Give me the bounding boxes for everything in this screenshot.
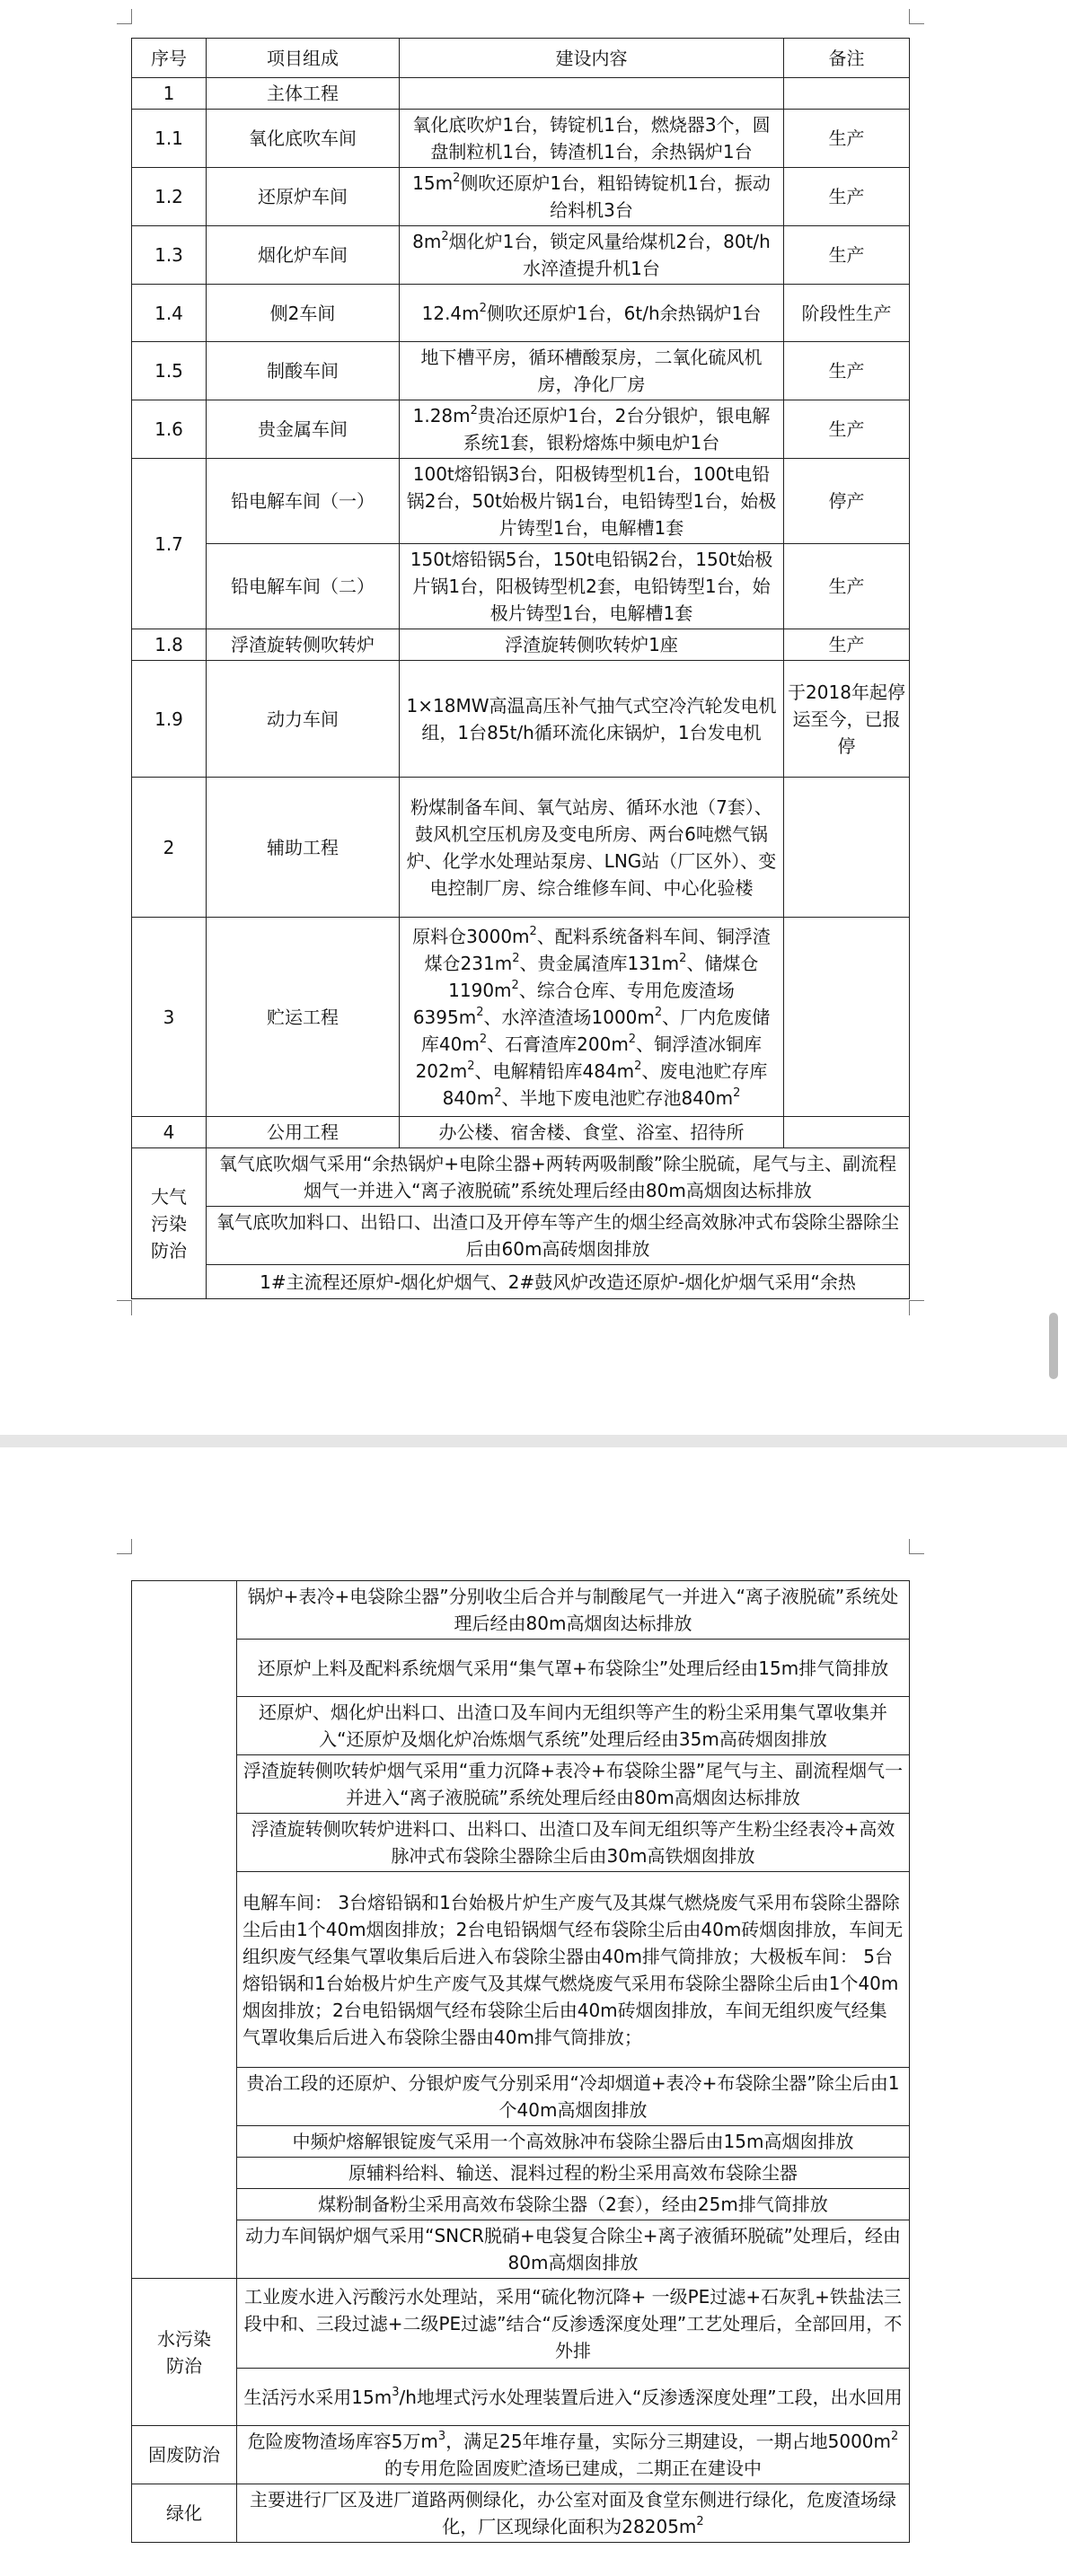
row-component: 公用工程 [207, 1117, 400, 1148]
row-no: 4 [132, 1117, 207, 1148]
solid-waste-label: 固废防治 [132, 2426, 237, 2484]
row-component: 还原炉车间 [207, 168, 400, 226]
row-no: 1.6 [132, 400, 207, 459]
row-no: 1 [132, 78, 207, 110]
air-item: 还原炉、烟化炉出料口、出渣口及车间内无组织等产生的粉尘采用集气罩收集并入“还原炉及烟化炉冶炼烟气系统”处理后经由35m高砖烟囱排放 [237, 1697, 910, 1755]
table-row [132, 2189, 910, 2220]
row-content: 氧化底吹炉1台，铸锭机1台，燃烧器3个，圆盘制粒机1台，铸渣机1台，余热锅炉1台 [400, 110, 784, 168]
table-row [132, 1117, 910, 1148]
table-row [132, 342, 910, 400]
header-component: 项目组成 [207, 39, 400, 78]
greening-item: 主要进行厂区及进厂道路两侧绿化，办公室对面及食堂东侧进行绿化，危废渣场绿化，厂区现绿化面积为$28205m^2$ [237, 2484, 910, 2543]
row-content: 浮渣旋转侧吹转炉1座 [400, 629, 784, 661]
row-no: 1.2 [132, 168, 207, 226]
row-component: 贮运工程 [207, 918, 400, 1117]
row-no: 1.7 [132, 459, 207, 629]
row-content: 原料仓$3000m^2$、配料系统备料车间、铜浮渣煤仓$231m^2$、贵金属渣库$131m^2$、储煤仓$1190m^2$、综合仓库、专用危废渣场$6395m^2$、水淬渣渣场$1000m^2$、厂内危废储库$40m^2$、石膏渣库$200m^2$、铜浮渣冰铜库$202m^2$、电解精铅库$484m^2$、废电池贮存库$840m^2$、半地下废电池贮存池$840m^2$ [400, 918, 784, 1117]
row-content: $8m^2$烟化炉1台，锁定风量给煤机2台，80t/h水淬渣提升机1台 [400, 226, 784, 285]
air-item: 原辅料给料、输送、混料过程的粉尘采用高效布袋除尘器 [237, 2158, 910, 2189]
scrollbar-thumb[interactable] [1049, 1313, 1058, 1379]
row-content: 地下槽平房，循环槽酸泵房，二氧化硫风机房，净化厂房 [400, 342, 784, 400]
row-component: 铅电解车间（一） [207, 459, 400, 544]
row-component: 制酸车间 [207, 342, 400, 400]
row-component: 氧化底吹车间 [207, 110, 400, 168]
row-no: 1.1 [132, 110, 207, 168]
row-note [784, 1117, 910, 1148]
row-no: 3 [132, 918, 207, 1117]
table-row [132, 226, 910, 285]
crop-mark [117, 1539, 132, 1554]
table-row [132, 2068, 910, 2126]
row-component: 主体工程 [207, 78, 400, 110]
air-item: 氧气底吹烟气采用“余热锅炉+电除尘器+两转两吸制酸”除尘脱硫，尾气与主、副流程烟气一并进入“离子液脱硫”系统处理后经由80m高烟囱达标排放 [207, 1148, 910, 1207]
table-row [132, 2426, 910, 2484]
table-row [132, 1265, 910, 1299]
row-note: 生产 [784, 110, 910, 168]
table-row [132, 2484, 910, 2543]
table-row [132, 2158, 910, 2189]
air-item: 还原炉上料及配料系统烟气采用“集气罩+布袋除尘”处理后经由15m排气筒排放 [237, 1640, 910, 1697]
row-content: $15m^2$侧吹还原炉1台，粗铅铸锭机1台，振动给料机3台 [400, 168, 784, 226]
row-note: 生产 [784, 400, 910, 459]
row-no: 1.9 [132, 661, 207, 778]
table-row [132, 168, 910, 226]
row-no: 1.5 [132, 342, 207, 400]
row-note: 生产 [784, 226, 910, 285]
table-header-row [132, 39, 910, 78]
row-note: 阶段性生产 [784, 285, 910, 342]
table-row [132, 778, 910, 918]
table-row [132, 285, 910, 342]
row-no: 2 [132, 778, 207, 918]
row-note: 生产 [784, 629, 910, 661]
row-content: 办公楼、宿舍楼、食堂、浴室、招待所 [400, 1117, 784, 1148]
header-no: 序号 [132, 39, 207, 78]
crop-mark [909, 9, 924, 24]
solid-waste-item: 危险废物渣场库容5万$m^3$，满足25年堆存量，实际分三期建设，一期占地$5000m^2$的专用危险固废贮渣场已建成，二期正在建设中 [237, 2426, 910, 2484]
table-row [132, 459, 910, 544]
row-note: 于2018年起停运至今，已报停 [784, 661, 910, 778]
air-item: 浮渣旋转侧吹转炉烟气采用“重力沉降+表冷+布袋除尘器”尾气与主、副流程烟气一并进入“离子液脱硫”系统处理后经由80m高烟囱达标排放 [237, 1755, 910, 1814]
air-item: 贵冶工段的还原炉、分银炉废气分别采用“冷却烟道+表冷+布袋除尘器”除尘后由1个40m高烟囱排放 [237, 2068, 910, 2126]
table-row [132, 2279, 910, 2369]
row-note [784, 778, 910, 918]
greening-label: 绿化 [132, 2484, 237, 2543]
air-item: 1#主流程还原炉-烟化炉烟气、2#鼓风炉改造还原炉-烟化炉烟气采用“余热 [207, 1265, 910, 1299]
table-row [132, 1814, 910, 1872]
air-item: 中频炉熔解银锭废气采用一个高效脉冲布袋除尘器后由15m高烟囱排放 [237, 2126, 910, 2158]
row-component: 铅电解车间（二） [207, 544, 400, 629]
row-component: 侧2车间 [207, 285, 400, 342]
water-pollution-label: 水污染防治 [132, 2279, 237, 2426]
header-content: 建设内容 [400, 39, 784, 78]
row-component: 烟化炉车间 [207, 226, 400, 285]
row-content: 100t熔铅锅3台，阳极铸型机1台，100t电铅锅2台，50t始极片锅1台，电铅铸型1台，始极片铸型1台，电解槽1套 [400, 459, 784, 544]
table-row [132, 629, 910, 661]
crop-mark [909, 1539, 924, 1554]
row-component: 贵金属车间 [207, 400, 400, 459]
air-item: 锅炉+表冷+电袋除尘器”分别收尘后合并与制酸尾气一并进入“离子液脱硫”系统处理后经由80m高烟囱达标排放 [237, 1581, 910, 1640]
table-row [132, 544, 910, 629]
table-row [132, 2126, 910, 2158]
table-row [132, 110, 910, 168]
header-note: 备注 [784, 39, 910, 78]
table-row [132, 400, 910, 459]
air-item: 浮渣旋转侧吹转炉进料口、出料口、出渣口及车间无组织等产生粉尘经表冷+高效脉冲式布袋除尘器除尘后由30m高铁烟囱排放 [237, 1814, 910, 1872]
row-note: 生产 [784, 342, 910, 400]
table-row [132, 1207, 910, 1265]
table-row [132, 1148, 910, 1207]
row-note [784, 78, 910, 110]
project-table [131, 38, 910, 1299]
crop-mark [909, 1300, 924, 1315]
table-row [132, 2369, 910, 2426]
air-item: 煤粉制备粉尘采用高效布袋除尘器（2套），经由25m排气筒排放 [237, 2189, 910, 2220]
row-no: 1.3 [132, 226, 207, 285]
row-content: $1.28m^2$贵冶还原炉1台，2台分银炉，银电解系统1套，银粉熔炼中频电炉1台 [400, 400, 784, 459]
air-pollution-label: 大气污染防治 [132, 1148, 207, 1299]
row-content: 1×18MW高温高压补气抽气式空冷汽轮发电机组，1台85t/h循环流化床锅炉，1台发电机 [400, 661, 784, 778]
water-item: 工业废水进入污酸污水处理站，采用“硫化物沉降+ 一级PE过滤+石灰乳+铁盐法三段中和、三段过滤+二级PE过滤”结合“反渗透深度处理”工艺处理后，全部回用，不外排 [237, 2279, 910, 2369]
row-content: 150t熔铅锅5台，150t电铅锅2台，150t始极片锅1台，阳极铸型机2套，电铅铸型1台，始极片铸型1台，电解槽1套 [400, 544, 784, 629]
air-item: 动力车间锅炉烟气采用“SNCR脱硝+电袋复合除尘+离子液循环脱硫”处理后，经由80m高烟囱排放 [237, 2220, 910, 2279]
air-item: 电解车间： 3台熔铅锅和1台始极片炉生产废气及其煤气燃烧废气采用布袋除尘器除尘后由1个40m烟囱排放；2台电铅锅烟气经布袋除尘后由40m砖烟囱排放，车间无组织废气经集气罩收集后后进入布袋除尘器由40m排气筒排放；大极板车间： 5台熔铅锅和1台始极片炉生产废气及其煤气燃烧废气采用布袋除尘器除尘后由1个40m烟囱排放；2台电铅锅烟气经布袋除尘后由40m砖烟囱排放，车间无组织废气经集气罩收集后后进入布袋除尘器由40m排气筒排放； [237, 1872, 910, 2068]
table-row [132, 1755, 910, 1814]
row-content [400, 78, 784, 110]
air-item: 氧气底吹加料口、出铅口、出渣口及开停车等产生的烟尘经高效脉冲式布袋除尘器除尘后由60m高砖烟囱排放 [207, 1207, 910, 1265]
table-row [132, 1872, 910, 2068]
row-note: 生产 [784, 168, 910, 226]
air-pollution-label-cont [132, 1581, 237, 2279]
pollution-table [131, 1580, 910, 2543]
row-content: $12.4m^2$侧吹还原炉1台，6t/h余热锅炉1台 [400, 285, 784, 342]
crop-mark [117, 1300, 132, 1315]
table-row [132, 1697, 910, 1755]
row-no: 1.4 [132, 285, 207, 342]
row-content: 粉煤制备车间、氧气站房、循环水池（7套）、鼓风机空压机房及变电所房、两台6吨燃气锅炉、化学水处理站泵房、LNG站（厂区外）、变电控制厂房、综合维修车间、中心化验楼 [400, 778, 784, 918]
water-item: 生活污水采用$15m^3/h$地埋式污水处理装置后进入“反渗透深度处理”工段，出水回用 [237, 2369, 910, 2426]
document-page-2 [0, 1447, 1067, 2576]
row-component: 动力车间 [207, 661, 400, 778]
table-row [132, 1581, 910, 1640]
row-component: 浮渣旋转侧吹转炉 [207, 629, 400, 661]
table-row [132, 918, 910, 1117]
table-row [132, 78, 910, 110]
table-row [132, 661, 910, 778]
crop-mark [117, 9, 132, 24]
row-note: 停产 [784, 459, 910, 544]
row-note: 生产 [784, 544, 910, 629]
table-row [132, 2220, 910, 2279]
row-note [784, 918, 910, 1117]
table-row [132, 1640, 910, 1697]
row-component: 辅助工程 [207, 778, 400, 918]
row-no: 1.8 [132, 629, 207, 661]
